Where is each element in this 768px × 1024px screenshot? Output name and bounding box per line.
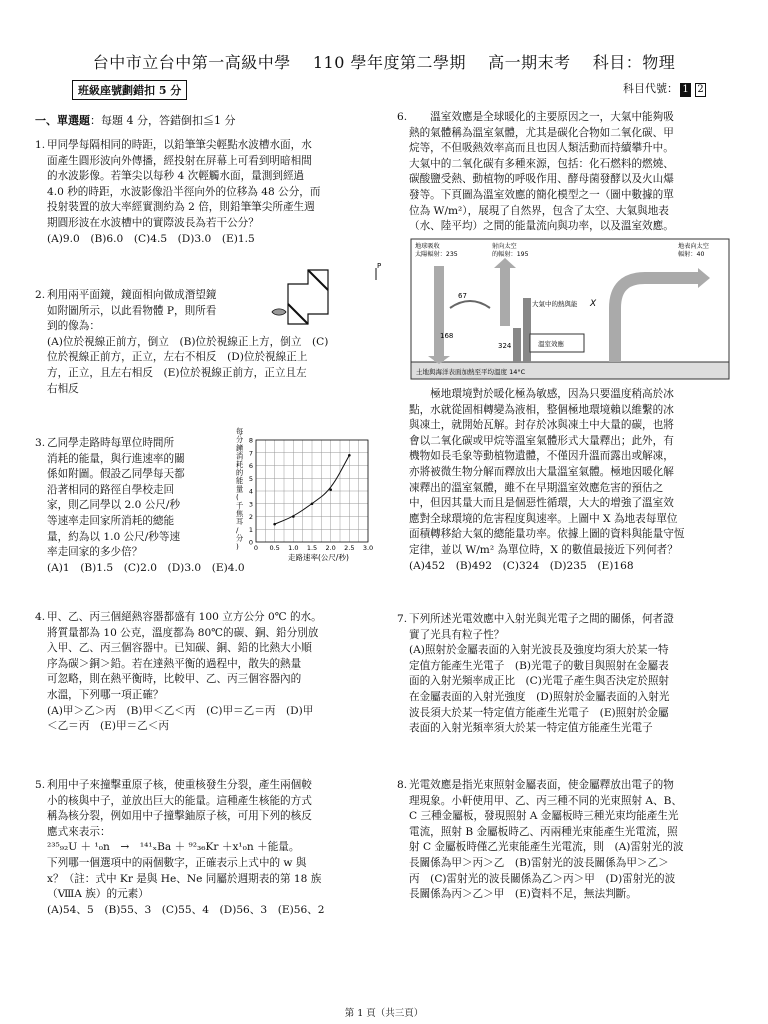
q3-line: 係如附圖。假設乙同學每天都	[47, 468, 185, 481]
section-rule: ：每題 4 分，答錯倒扣≦1 分	[90, 114, 236, 127]
chart-y-tick-label: 1	[248, 525, 253, 534]
periscope-body	[288, 270, 328, 324]
seat-notice: 班級座號劃錯扣 5 分	[72, 80, 187, 100]
surface-label: 土地與海洋表面加熱至平均溫度 14°C	[416, 368, 526, 376]
q6-line: 會以二氧化碳或甲烷等溫室氣體形式大量釋出；此外，有	[409, 434, 674, 447]
q7-line: 實了光具有粒子性？	[409, 628, 505, 641]
q1-number: 1.	[35, 139, 46, 151]
q6-line: 中，但因其量大而且是個惡性循環，大大的增強了溫室效	[409, 497, 674, 510]
q5-line: 應式來表示：	[47, 825, 111, 838]
chart-ylabel: 每分鐘消耗的能量(千焦耳/分)	[236, 427, 244, 551]
q5-line: （ⅧA 族）的元素）	[47, 888, 149, 901]
q6-options: (A)452 (B)492 (C)324 (D)235 (E)168	[409, 559, 634, 572]
q6-line: 位為 W/m²），展現了自然界，包含了太空、大氣與地表	[409, 204, 669, 217]
chart-y-tick-label: 2	[248, 513, 253, 521]
school-name: 台中市立台中第一高級中學	[92, 53, 291, 72]
q6-line: 機物如長毛象等動植物遺體，不僅因升溫而露出或解凍，	[409, 450, 674, 463]
q6-line: 溫室效應是全球暖化的主要原因之一，大氣中能夠吸	[409, 111, 674, 123]
q7-line: 定值方能產生光電子 (B)光電子的數目與照射在金屬表	[409, 659, 669, 672]
q8-line: 丙 (C)雷射光的波長關係為乙＞丙＞甲 (D)雷射光的波	[409, 872, 676, 885]
space-arrow	[500, 266, 510, 326]
chart-point	[273, 523, 276, 526]
chart-x-tick-label: 1.5	[306, 544, 318, 552]
q7-line: (A)照射於金屬表面的入射光波長及強度均須大於某一特	[409, 644, 669, 657]
q5-line: x？（註：式中 Kr 是與 He、Ne 同屬於週期表的第 18 族	[47, 872, 322, 885]
q3-options: (A)1 (B)1.5 (C)2.0 (D)3.0 (E)4.0	[47, 561, 245, 574]
q2-options: 方，正立，且左右相反 (E)位於視線正前方，正立且左	[47, 366, 307, 379]
to-space-label: 射向太空的輻射：195	[492, 243, 529, 258]
q2-line: 如附圖所示，以此看物體 P，則所看	[47, 304, 217, 317]
question-6	[397, 110, 732, 235]
q2-line: 到的像為：	[47, 320, 100, 333]
q5-line: 稱為核分裂，例如用中子撞擊鈾原子核，可用下列的核反	[47, 810, 312, 823]
q2-options: (A)位於視線正前方，倒立 (B)位於視線正上方，倒立 (C)	[47, 335, 329, 348]
question-7	[397, 612, 732, 737]
flow-168-label: 168	[440, 332, 454, 340]
subject-code-digit-1: 1	[680, 83, 691, 97]
chart-x-ticks	[254, 544, 373, 552]
q7-number: 7.	[397, 613, 408, 625]
q6-line: 碳酸鹽受熱、動植物的呼吸作用、酵母菌發酵以及火山爆	[409, 173, 674, 186]
q4-options: (A)甲＞乙＞丙 (B)甲＜乙＜丙 (C)甲＝乙＝丙 (D)甲	[47, 704, 314, 717]
question-8	[397, 778, 732, 903]
q7-line: 在金屬表面的入射光強度 (D)照射於金屬表面的入射光	[409, 690, 670, 703]
q1-line: 的水波影像。若筆尖以每秒 4 次輕觸水面，量測到經過	[47, 170, 305, 183]
chart-x-tick-label: 1.0	[288, 544, 299, 552]
surface-to-space-label: 地表向太空輻射：40	[678, 243, 709, 258]
solar-absorbed-label: 地球吸收太陽輻射：235	[415, 243, 458, 258]
q4-line: 將質量都為 10 公克，溫度都為 80℃的碳、銅、鉛分別放	[47, 626, 319, 639]
q4-options: ＜乙＝丙 (E)甲＝乙＜丙	[47, 720, 169, 733]
question-1	[35, 138, 380, 247]
energy-speed-chart	[228, 424, 376, 564]
question-4	[35, 610, 380, 735]
q1-line: 甲同學每隔相同的時距，以鉛筆筆尖輕點水波槽水面，水	[47, 139, 312, 151]
exam-name: 高一期末考	[488, 53, 571, 72]
chart-point	[348, 454, 351, 457]
q1-line: 面產生圓形波向外傳播，經投射在屏幕上可看到明暗相間	[47, 154, 312, 167]
x-label: X	[590, 299, 597, 309]
q8-line: 理現象。小軒使用甲、乙、丙三種不同的光束照射 A、B、	[409, 794, 683, 807]
greenhouse-diagram	[410, 238, 732, 382]
q3-line: 消耗的能量，與行進速率的關	[47, 452, 185, 465]
q3-line: 沿著相同的路徑自學校走回	[47, 483, 175, 496]
q4-line: 序為碳＞銅＞鉛。若在達熱平衡的過程中，散失的熱量	[47, 657, 302, 670]
q1-line: 4.0 秒的時距，水波影像沿半徑向外的位移為 48 公分，而	[47, 185, 321, 198]
q3-number: 3.	[35, 437, 46, 449]
question-5	[35, 778, 380, 918]
chart-point	[292, 515, 295, 518]
term: 110 學年度第二學期	[312, 53, 467, 72]
q1-line: 期圓形波在水波槽中的實際波長為若干公分？	[47, 216, 259, 229]
q3-line: 乙同學走路時每單位時間所	[47, 437, 175, 449]
chart-y-tick-label: 5	[248, 474, 253, 483]
solar-arrow	[434, 266, 444, 362]
section-heading: 一、單選題	[35, 114, 90, 127]
q4-number: 4.	[35, 611, 46, 623]
q8-number: 8.	[397, 779, 408, 791]
chart-x-tick-label: 0	[253, 544, 259, 552]
q7-line: 波長須大於某一特定值方能產生光電子 (E)照射於金屬	[409, 706, 669, 719]
q8-line: 長關係為丙＞乙＞甲 (E)資料不足，無法判斷。	[409, 888, 637, 901]
q4-line: 水溫，下列哪一項正確？	[47, 688, 164, 701]
chart-x-tick-label: 0.5	[269, 544, 280, 552]
q3-line: 等速率走回家所消耗的總能	[47, 514, 175, 527]
subject: 科目：物理	[592, 53, 676, 72]
q4-line: 可忽略，則在熱平衡時，比較甲、乙、丙三個容器內的	[47, 673, 302, 686]
q5-line: 利用中子來撞擊重原子核，使重核發生分裂，產生兩個較	[47, 779, 312, 791]
periscope-diagram	[268, 262, 380, 334]
q7-line: 表面的入射光頻率須大於某一特定值方能產生光電子	[409, 722, 653, 735]
q8-line: 光電效應是指光束照射金屬表面，使金屬釋放出電子的物	[409, 779, 674, 791]
subject-code	[623, 80, 708, 97]
subject-code-label: 科目代號：	[623, 82, 678, 95]
exam-header	[0, 50, 768, 73]
q6-line: 熱的氣體稱為溫室氣體，尤其是碳化合物如二氧化碳、甲	[409, 126, 674, 139]
chart-x-tick-label: 2.5	[344, 544, 355, 552]
chart-grid	[256, 440, 368, 542]
greenhouse-effect-label: 溫室效應	[538, 340, 564, 348]
q7-line: 下列所述光電效應中入射光與光電子之間的關係，何者證	[409, 613, 674, 625]
q6-line: 面積轉移給大氣的總能量功率。依據上圖的資料與能量守恆	[409, 528, 685, 541]
chart-y-tick-label: 0	[248, 538, 253, 547]
q5-line: 小的核與中子，並放出巨大的能量。這種產生核能的方式	[47, 794, 312, 807]
chart-y-tick-label: 8	[248, 436, 253, 445]
eye-icon	[272, 309, 286, 315]
q6-line: 烷等，不但吸熱效率高而且也因人類活動而持續攀升中。	[409, 142, 674, 155]
subject-code-digit-2: 2	[695, 83, 706, 97]
chart-xlabel: 走路速率(公尺/秒)	[288, 553, 349, 562]
q5-line: 下列哪一個選項中的兩個數字，正確表示上式中的 w 與	[47, 856, 307, 869]
diagram-frame	[411, 239, 729, 379]
q6-line: （水、陸平均）之間的能量流向與功率，以及溫室效應。	[409, 220, 674, 233]
q4-line: 入甲、乙、丙三個容器中。已知碳、銅、鉛的比熱大小順	[47, 642, 312, 655]
q2-number: 2.	[35, 289, 46, 301]
q1-line: 投射裝置的放大率經實測約為 2 倍，則鉛筆筆尖所產生週	[47, 201, 315, 214]
q8-line: 電流，照射 B 金屬板時乙、丙兩種光束能產生光電流，照	[409, 825, 678, 838]
q5-options: (A)54、5 (B)55、3 (C)55、4 (D)56、3 (E)56、2	[47, 903, 325, 916]
q6-line: 大氣中的二氧化碳有多種來源，包括：化石燃料的燃燒、	[409, 157, 674, 170]
q5-equation: ²³⁵₉₂U ＋ ¹₀n → ¹⁴¹ₓBa ＋ ⁹²₃₆Kr ＋x¹₀n ＋能量。	[47, 841, 300, 854]
chart-y-tick-label: 6	[248, 462, 253, 470]
q3-line: 家，則乙同學以 2.0 公尺/秒	[47, 499, 181, 512]
q6-line: 應對全球環境的危害程度與速率。上圖中 X 為地表每單位	[409, 512, 678, 525]
q1-options: (A)9.0 (B)6.0 (C)4.5 (D)3.0 (E)1.5	[47, 232, 255, 245]
q2-options: 右相反	[47, 382, 79, 395]
q6-line: 凍釋出的溫室氣體，雖不在早期溫室效應危害的預估之	[409, 481, 664, 494]
section-title	[35, 112, 236, 128]
q8-line: 射 C 金屬板時僅乙光束能產生光電流，則 (A)雷射光的波	[409, 841, 684, 854]
q3-line: 率走回家的多少倍？	[47, 546, 143, 559]
q4-line: 甲、乙、丙三個絕熱容器都盛有 100 立方公分 0℃ 的水。	[47, 611, 322, 623]
chart-point	[329, 488, 332, 491]
q8-line: 長關係為甲＞丙＞乙 (B)雷射光的波長關係為甲＞乙＞	[409, 856, 669, 869]
q5-number: 5.	[35, 779, 46, 791]
q6-line: 定律，並以 W/m² 為單位時，X 的數值最接近下列何者？	[409, 543, 678, 556]
flow-67-label: 67	[458, 292, 467, 300]
chart-x-tick-label: 2.0	[325, 544, 336, 552]
chart-y-tick-label: 3	[248, 500, 253, 509]
q2-line: 利用兩平面鏡，鏡面相向做成潛望鏡	[47, 289, 217, 301]
q8-line: C 三種金屬板，發現照射 A 金屬板時三種光束均能產生光	[409, 810, 679, 823]
object-p-label: P	[377, 262, 382, 270]
q6-line: 點，水就從固相轉變為液相，整個極地環境賴以維繫的冰	[409, 403, 674, 416]
q6-line: 發等。下頁圖為溫室效應的簡化模型之一（圖中數據的單	[409, 188, 674, 201]
question-6-cont	[397, 387, 732, 574]
chart-y-ticks	[249, 437, 253, 547]
q6-number: 6.	[397, 111, 408, 123]
flow-324-arrow	[513, 328, 521, 362]
q7-line: 面的入射光頻率成正比 (C)光電子產生與否決定於照射	[409, 675, 670, 688]
q2-options: 位於視線正前方，正立，左右不相反 (D)位於視線正上	[47, 351, 308, 364]
q3-line: 量，約為以 1.0 公尺/秒等速	[47, 530, 181, 543]
flow-324-label: 324	[498, 342, 512, 350]
chart-y-tick-label: 4	[248, 487, 253, 496]
q6-line: 極地環境對於暖化極為敏感，因為只要溫度稍高於冰	[409, 388, 674, 400]
chart-x-tick-label: 3.0	[362, 544, 374, 552]
atmosphere-heat-label: 大氣中的熱與能	[532, 300, 578, 308]
q6-line: 亦將被微生物分解而釋放出大量溫室氣體。極地因暖化解	[409, 465, 674, 478]
page-footer: 第 1 頁（共三頁）	[344, 1008, 424, 1019]
chart-y-tick-label: 7	[248, 449, 253, 458]
q6-line: 與凍土，就開始瓦解。封存於冰與凍土中大量的碳，也將	[409, 419, 674, 432]
chart-point	[311, 502, 314, 505]
